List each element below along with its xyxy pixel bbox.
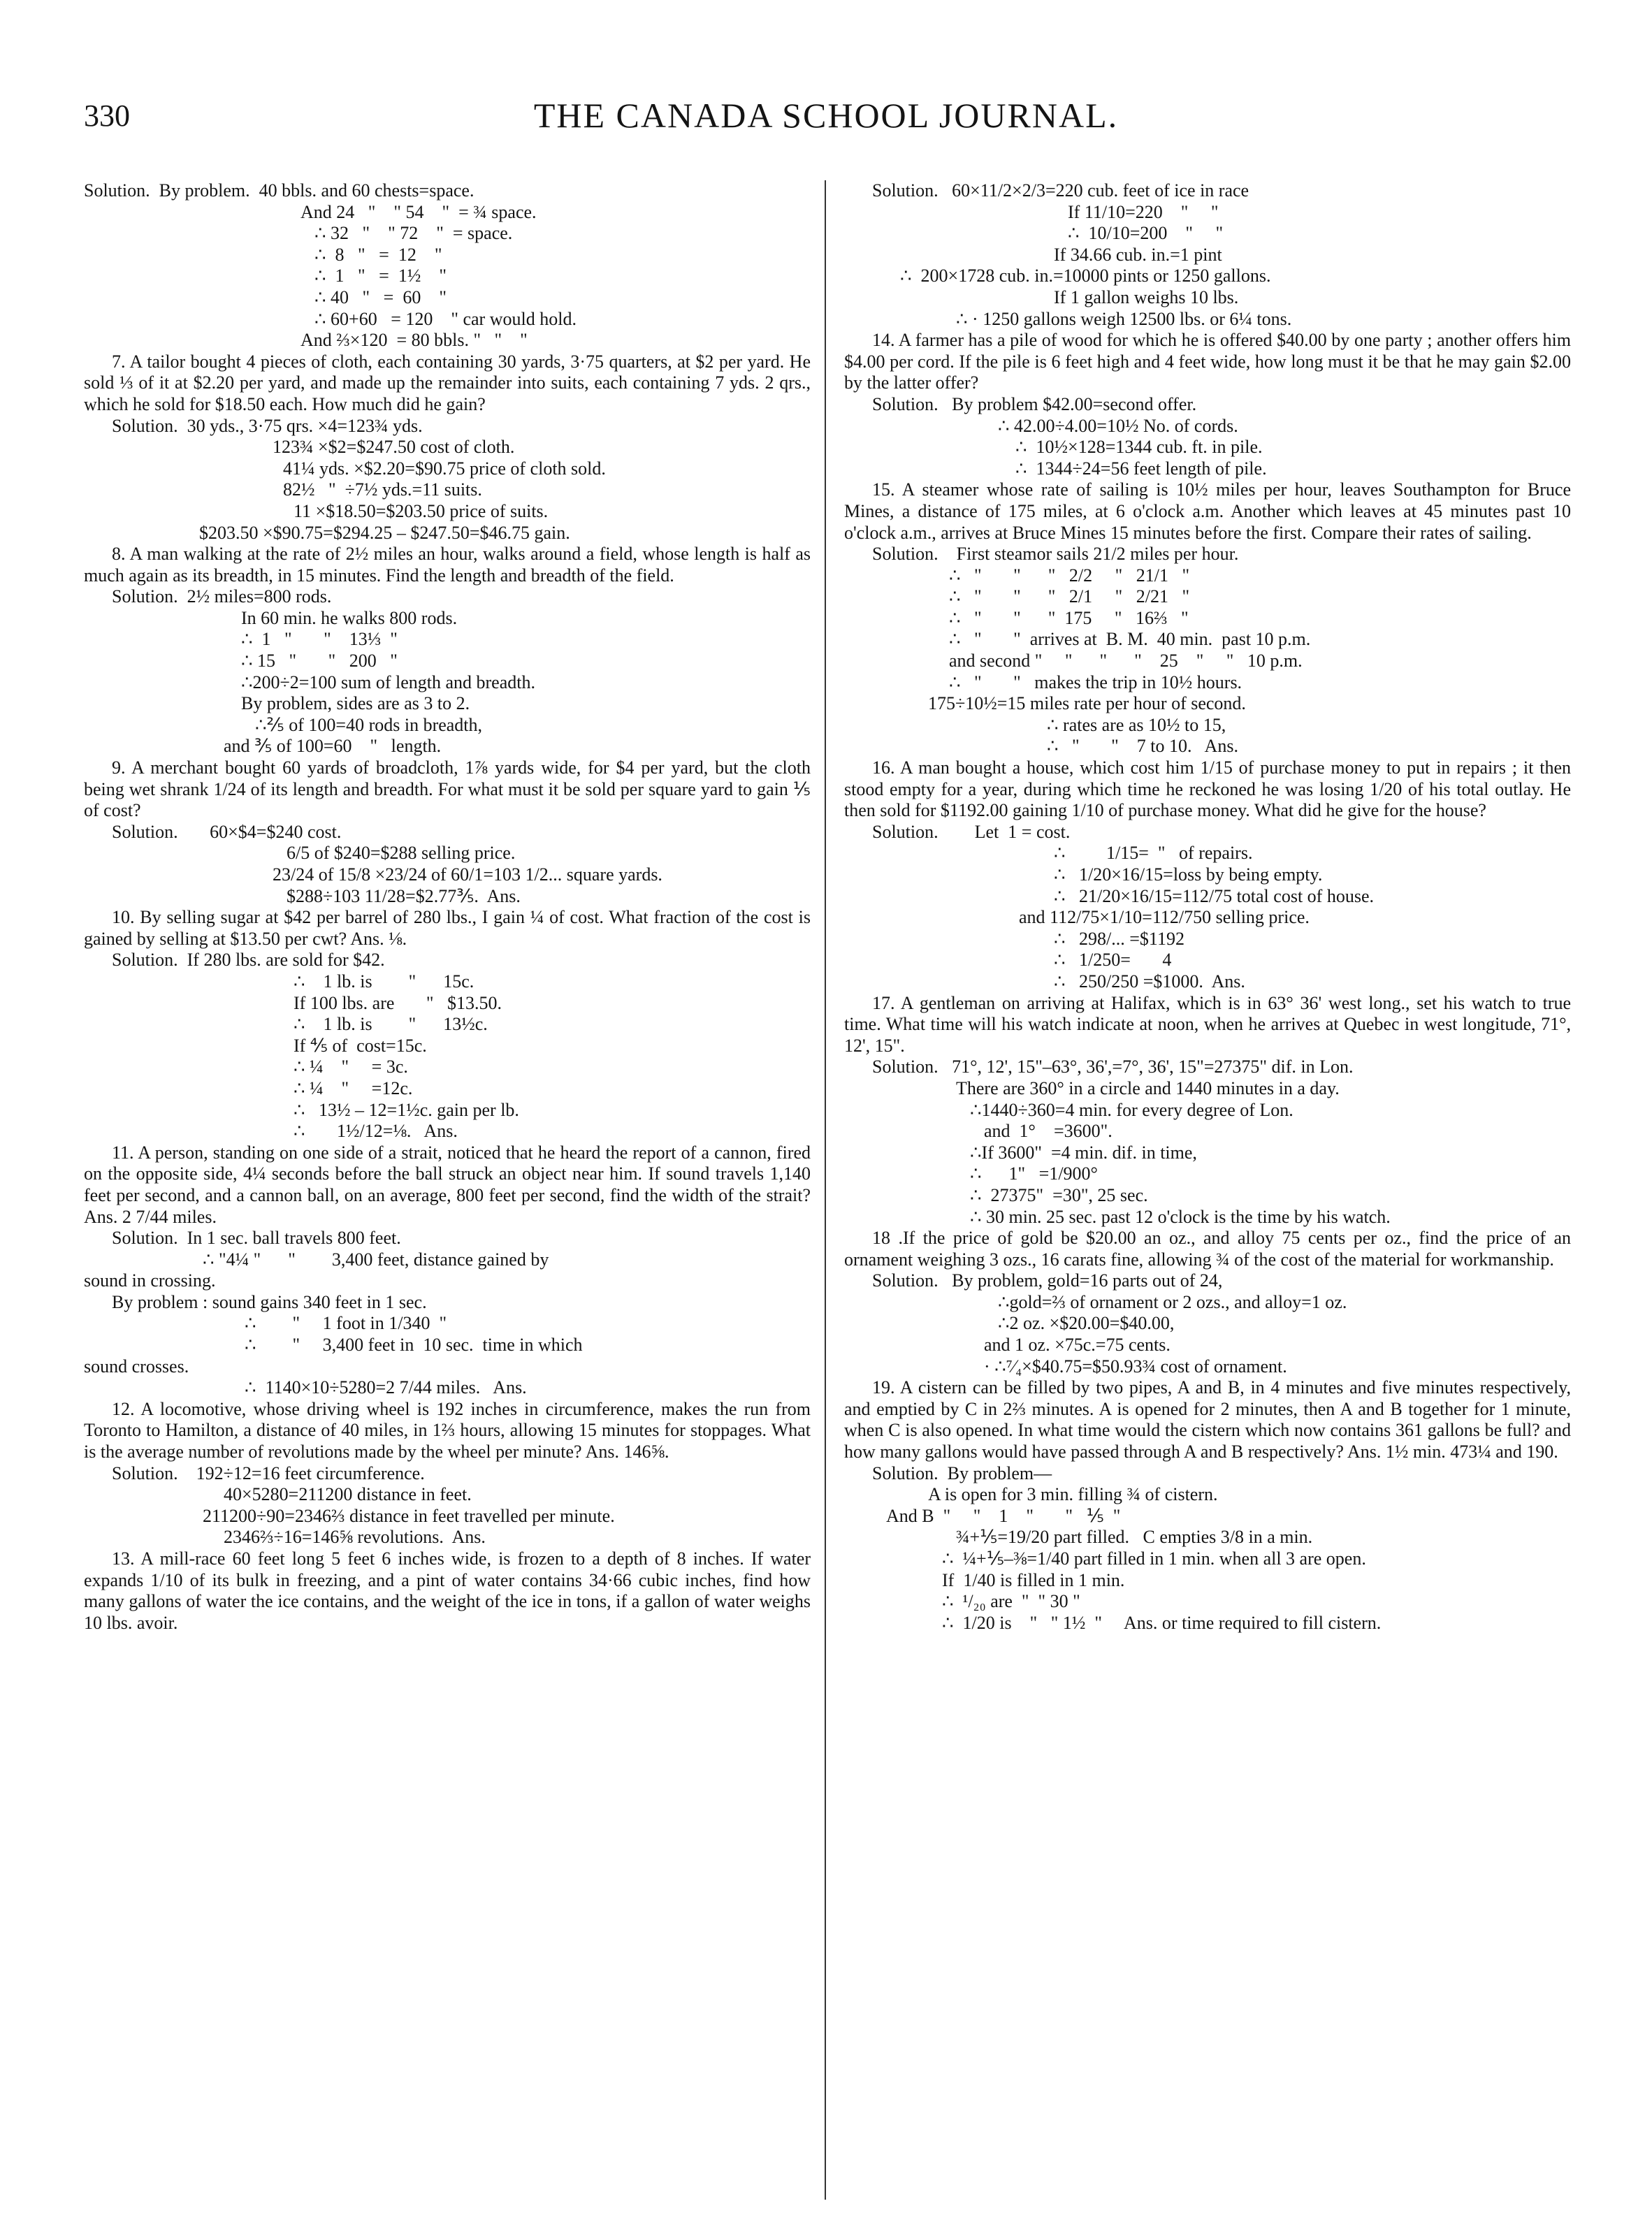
solution-line: Solution. In 1 sec. ball travels 800 feet. xyxy=(112,1228,401,1249)
solution-line: ∴ 1" =1/900° xyxy=(970,1163,1098,1184)
solution-line: 2346⅔÷16=146⅝ revolutions. Ans. xyxy=(224,1527,486,1548)
solution-line: ∴1440÷360=4 min. for every degree of Lon. xyxy=(970,1099,1294,1120)
solution-line: ∴ 10/10=200 " " xyxy=(1068,223,1224,244)
solution-line: ∴ 13½ – 12=1½c. gain per lb. xyxy=(294,1099,519,1120)
solution-line: ∴ " " arrives at B. M. 40 min. past 10 p.m. xyxy=(949,629,1311,650)
solution-line: ∴ "4¼ " " 3,400 feet, distance gained by xyxy=(203,1249,549,1270)
solution-line: ∴ 1/20 is " " 1½ " Ans. or time required to fill cistern. xyxy=(942,1612,1382,1633)
left-column xyxy=(84,180,811,2207)
solution-line: ∴2 oz. ×$20.00=$40.00, xyxy=(998,1313,1175,1334)
solution-line: Solution. If 280 lbs. are sold for $42. xyxy=(112,950,385,971)
solution-line: A is open for 3 min. filling ¾ of cistern. xyxy=(928,1484,1218,1505)
solution-line: ∴ " " " 2/1 " 2/21 " xyxy=(949,586,1190,607)
problem-statement: 19. A cistern can be filled by two pipes, A and B, in 4 minutes and five minutes respectively, and emptied by C in 2⅔ minutes. A is opened for 2 minutes, then A and B together for 1 minute, when C is also opened. In what time would the cistern which now contains 361 gallons be full? and how many gallons would have passed through A and B respectively? Ans. 1½ min. 473¼ and 190. xyxy=(844,1377,1571,1462)
solution-line: ∴ 1/15= " of repairs. xyxy=(1054,843,1253,864)
solution-line: ∴ · 1250 gallons weigh 12500 lbs. or 6¼ tons. xyxy=(956,308,1292,329)
solution-line: and 1° =3600". xyxy=(984,1121,1113,1142)
solution-line: ¾+⅕=19/20 part filled. C empties 3/8 in a min. xyxy=(956,1527,1313,1548)
solution-line: ∴ ¼ " = 3c. xyxy=(294,1057,408,1077)
solution-line: ∴ 32 " " 72 " = space. xyxy=(314,223,513,244)
solution-line: Solution. 71°, 12', 15"–63°, 36',=7°, 36', 15"=27375" dif. in Lon. xyxy=(872,1057,1354,1077)
solution-line: $288÷103 11/28=$2.77⅗. Ans. xyxy=(287,885,521,906)
solution-line: ∴ 8 " = 12 " xyxy=(314,244,442,265)
solution-line: If 11/10=220 " " xyxy=(1068,201,1219,222)
solution-line: ∴ 1 " " 13⅓ " xyxy=(241,629,398,650)
solution-line: ∴ " " " 175 " 16⅔ " xyxy=(949,607,1189,628)
solution-line: Solution. 192÷12=16 feet circumference. xyxy=(112,1462,425,1483)
solution-line: ∴ 1 lb. is " 13½c. xyxy=(294,1014,488,1035)
solution-line: 82½ " ÷7½ yds.=11 suits. xyxy=(283,479,482,500)
solution-line: 175÷10½=15 miles rate per hour of second. xyxy=(928,693,1246,714)
solution-line: ∴ 1344÷24=56 feet length of pile. xyxy=(1015,458,1267,479)
solution-line: sound in crossing. xyxy=(84,1270,216,1291)
solution-line: sound crosses. xyxy=(84,1356,189,1377)
solution-line: ∴ ¼+⅕–⅜=1/40 part filled in 1 min. when all 3 are open. xyxy=(942,1548,1366,1569)
solution-line: Solution. Let 1 = cost. xyxy=(872,821,1071,842)
solution-line: By problem : sound gains 340 feet in 1 sec. xyxy=(112,1291,427,1312)
solution-line: ∴ " 3,400 feet in 10 sec. time in which xyxy=(245,1335,583,1356)
solution-line: ∴ 1 " = 1½ " xyxy=(314,266,447,286)
solution-line: Solution. By problem— xyxy=(872,1462,1052,1483)
solution-line: and 112/75×1/10=112/750 selling price. xyxy=(1019,907,1310,928)
solution-line: ∴ ¹/₂₀ are " " 30 " xyxy=(942,1591,1080,1612)
solution-line: and 1 oz. ×75c.=75 cents. xyxy=(984,1335,1171,1356)
solution-line: ∴If 3600" =4 min. dif. in time, xyxy=(970,1142,1197,1163)
solution-line: If 1/40 is filled in 1 min. xyxy=(942,1569,1125,1590)
solution-line: 41¼ yds. ×$2.20=$90.75 price of cloth sold. xyxy=(283,458,606,479)
solution-line: ∴ 60+60 = 120 " car would hold. xyxy=(314,308,577,329)
problem-statement: 18 .If the price of gold be $20.00 an oz., and alloy 75 cents per oz., find the price of an ornament weighing 3 ozs., 16 carats fine, allowing ¾ of the cost of the material for workmanship. xyxy=(844,1228,1571,1270)
solution-line: 6/5 of $240=$288 selling price. xyxy=(287,843,516,864)
solution-line: 123¾ ×$2=$247.50 cost of cloth. xyxy=(273,437,515,458)
solution-line: ∴ 40 " = 60 " xyxy=(314,286,447,307)
problem-statement: 16. A man bought a house, which cost him 1/15 of purchase money to put in repairs ; it then stood empty for a year, during which time he reckoned he was losing 1/20 of his total outlay. He then sold for $1192.00 gaining 1/10 of purchase money. What did he give for the house? xyxy=(844,757,1571,821)
problem-statement: 9. A merchant bought 60 yards of broadcloth, 1⅞ yards wide, for $4 per yard, but the cloth being wet shrank 1/24 of its length and breadth. For what must it be sold per square yard to gain ⅕ of cost? xyxy=(84,757,811,821)
solution-line: ∴ 200×1728 cub. in.=10000 pints or 1250 gallons. xyxy=(900,266,1271,286)
solution-line: There are 360° in a circle and 1440 minutes in a day. xyxy=(956,1077,1340,1098)
solution-line: ∴ ¼ " =12c. xyxy=(294,1077,413,1098)
solution-line: 11 ×$18.50=$203.50 price of suits. xyxy=(294,500,549,521)
solution-line: ∴ 1/20×16/15=loss by being empty. xyxy=(1054,864,1323,885)
page-header xyxy=(0,0,1652,168)
solution-line: Solution. By problem, gold=16 parts out of 24, xyxy=(872,1270,1223,1291)
solution-line: ∴ 1140×10÷5280=2 7/44 miles. Ans. xyxy=(245,1377,527,1398)
solution-line: Solution. First steamor sails 21/2 miles per hour. xyxy=(872,544,1239,565)
solution-line: ∴200÷2=100 sum of length and breadth. xyxy=(241,671,535,692)
solution-line: Solution. 30 yds., 3·75 qrs. ×4=123¾ yds. xyxy=(112,415,423,436)
problem-statement: 7. A tailor bought 4 pieces of cloth, each containing 30 yards, 3·75 quarters, at $2 per yard. He sold ⅓ of it at $2.20 per yard, and made up the remainder into suits, each containing 7 yds. 2 qrs., which he sold for $18.50 each. How much did he gain? xyxy=(84,351,811,414)
solution-line: ∴ 27375" =30", 25 sec. xyxy=(970,1184,1148,1205)
solution-line: ∴ 15 " " 200 " xyxy=(241,651,398,671)
solution-line: ∴ 42.00÷4.00=10½ No. of cords. xyxy=(998,415,1238,436)
solution-line: ∴ 1½/12=⅛. Ans. xyxy=(294,1121,458,1142)
solution-line: ∴ 1/250= 4 xyxy=(1054,950,1172,971)
solution-line: and second " " " " 25 " " 10 p.m. xyxy=(949,651,1303,671)
solution-line: ∴ " " makes the trip in 10½ hours. xyxy=(949,671,1242,692)
problem-statement: 14. A farmer has a pile of wood for which he is offered $40.00 by one party ; another offers him $4.00 per cord. If the pile is 6 feet high and 4 feet wide, how long must it be that he may gain $2.00 by the latter offer? xyxy=(844,330,1571,393)
solution-line: Solution. 60×11/2×2/3=220 cub. feet of ice in race xyxy=(872,180,1249,201)
solution-line: 211200÷90=2346⅔ distance in feet travelled per minute. xyxy=(203,1505,615,1526)
solution-line: If 1 gallon weighs 10 lbs. xyxy=(1054,286,1239,307)
solution-line: If ⅘ of cost=15c. xyxy=(294,1035,427,1056)
solution-line: ∴ rates are as 10½ to 15, xyxy=(1047,714,1226,735)
problem-statement: 10. By selling sugar at $42 per barrel of 280 lbs., I gain ¼ of cost. What fraction of the cost is gained by selling at $13.50 per cwt? Ans. ⅛. xyxy=(84,907,811,949)
solution-line: Solution. By problem. 40 bbls. and 60 chests=space. xyxy=(84,180,474,201)
solution-line: In 60 min. he walks 800 rods. xyxy=(241,607,458,628)
solution-line: ∴ 21/20×16/15=112/75 total cost of house. xyxy=(1054,885,1374,906)
problem-statement: 12. A locomotive, whose driving wheel is 192 inches in circumference, makes the run from Toronto to Hamilton, a distance of 40 miles, in 1⅔ hours, allowing 15 minutes for stoppages. What is the average number of revolutions made by the wheel per minute? Ans. 146⅝. xyxy=(84,1398,811,1462)
solution-line: $203.50 ×$90.75=$294.25 – $247.50=$46.75 gain. xyxy=(199,522,570,543)
solution-line: If 100 lbs. are " $13.50. xyxy=(294,992,502,1013)
solution-line: ∴⅖ of 100=40 rods in breadth, xyxy=(255,714,483,735)
problem-statement: 15. A steamer whose rate of sailing is 10½ miles per hour, leaves Southampton for Bruce Mines, a distance of 175 miles, at 6 o'clock a.m. Another which leaves at 45 minutes past 10 o'clock a.m., arrives at Bruce Mines 15 minutes before the first. Compare their rates of sailing. xyxy=(844,479,1571,543)
solution-line: 23/24 of 15/8 ×23/24 of 60/1=103 1/2... square yards. xyxy=(273,864,662,885)
journal-title: THE CANADA SCHOOL JOURNAL. xyxy=(533,96,1119,135)
problem-statement: 8. A man walking at the rate of 2½ miles an hour, walks around a field, whose length is half as much again as its breadth, in 15 minutes. Find the length and breadth of the field. xyxy=(84,544,811,586)
problem-statement: 11. A person, standing on one side of a strait, noticed that he heard the report of a cannon, fired on the opposite side, 4¼ seconds before the ball struck an object near him. If sound travels 1,140 feet per second, and a cannon ball, on an average, 800 feet per second, find the width of the strait? Ans. 2 7/44 miles. xyxy=(84,1142,811,1227)
solution-line: Solution. 60×$4=$240 cost. xyxy=(112,821,342,842)
solution-line: Solution. 2½ miles=800 rods. xyxy=(112,586,332,607)
solution-line: 40×5280=211200 distance in feet. xyxy=(224,1484,472,1505)
solution-line: · ∴⁷⁄₄×$40.75=$50.93¾ cost of ornament. xyxy=(984,1356,1287,1377)
solution-line: and ⅗ of 100=60 " length. xyxy=(224,736,442,757)
solution-line: ∴ 1 lb. is " 15c. xyxy=(294,971,474,992)
solution-line: ∴ 30 min. 25 sec. past 12 o'clock is the time by his watch. xyxy=(970,1206,1391,1227)
problem-statement: 17. A gentleman on arriving at Halifax, which is in 63° 36' west long., set his watch to true time. What time will his watch indicate at noon, when he arrives at Quebec in west longitude, 71°, 12', 15". xyxy=(844,992,1571,1056)
column-divider xyxy=(825,180,826,2200)
solution-line: And 24 " " 54 " = ¾ space. xyxy=(300,201,537,222)
solution-line: ∴ " 1 foot in 1/340 " xyxy=(245,1313,447,1334)
solution-line: By problem, sides are as 3 to 2. xyxy=(241,693,470,714)
solution-line: ∴ 250/250 =$1000. Ans. xyxy=(1054,971,1245,992)
solution-line: ∴ 298/... =$1192 xyxy=(1054,928,1184,949)
solution-line: Solution. By problem $42.00=second offer. xyxy=(872,393,1197,414)
solution-line: If 34.66 cub. in.=1 pint xyxy=(1054,244,1222,265)
solution-line: And B " " 1 " " ⅕ " xyxy=(886,1505,1121,1526)
right-column xyxy=(844,180,1571,2207)
solution-line: And ⅔×120 = 80 bbls. " " " xyxy=(300,330,528,351)
solution-line: ∴ " " 7 to 10. Ans. xyxy=(1047,736,1238,757)
problem-statement: 13. A mill-race 60 feet long 5 feet 6 inches wide, is frozen to a depth of 8 inches. If water expands 1/10 of its bulk in freezing, and a pint of water contains 34·66 cubic inches, find how many gallons of water the ice contains, and the weight of the ice in tons, if a gallon of water weighs 10 lbs. avoir. xyxy=(84,1548,811,1633)
solution-line: ∴ " " " 2/2 " 21/1 " xyxy=(949,565,1190,586)
solution-line: ∴gold=⅔ of ornament or 2 ozs., and alloy=1 oz. xyxy=(998,1291,1347,1312)
solution-line: ∴ 10½×128=1344 cub. ft. in pile. xyxy=(1015,437,1263,458)
page-number: 330 xyxy=(84,99,130,133)
